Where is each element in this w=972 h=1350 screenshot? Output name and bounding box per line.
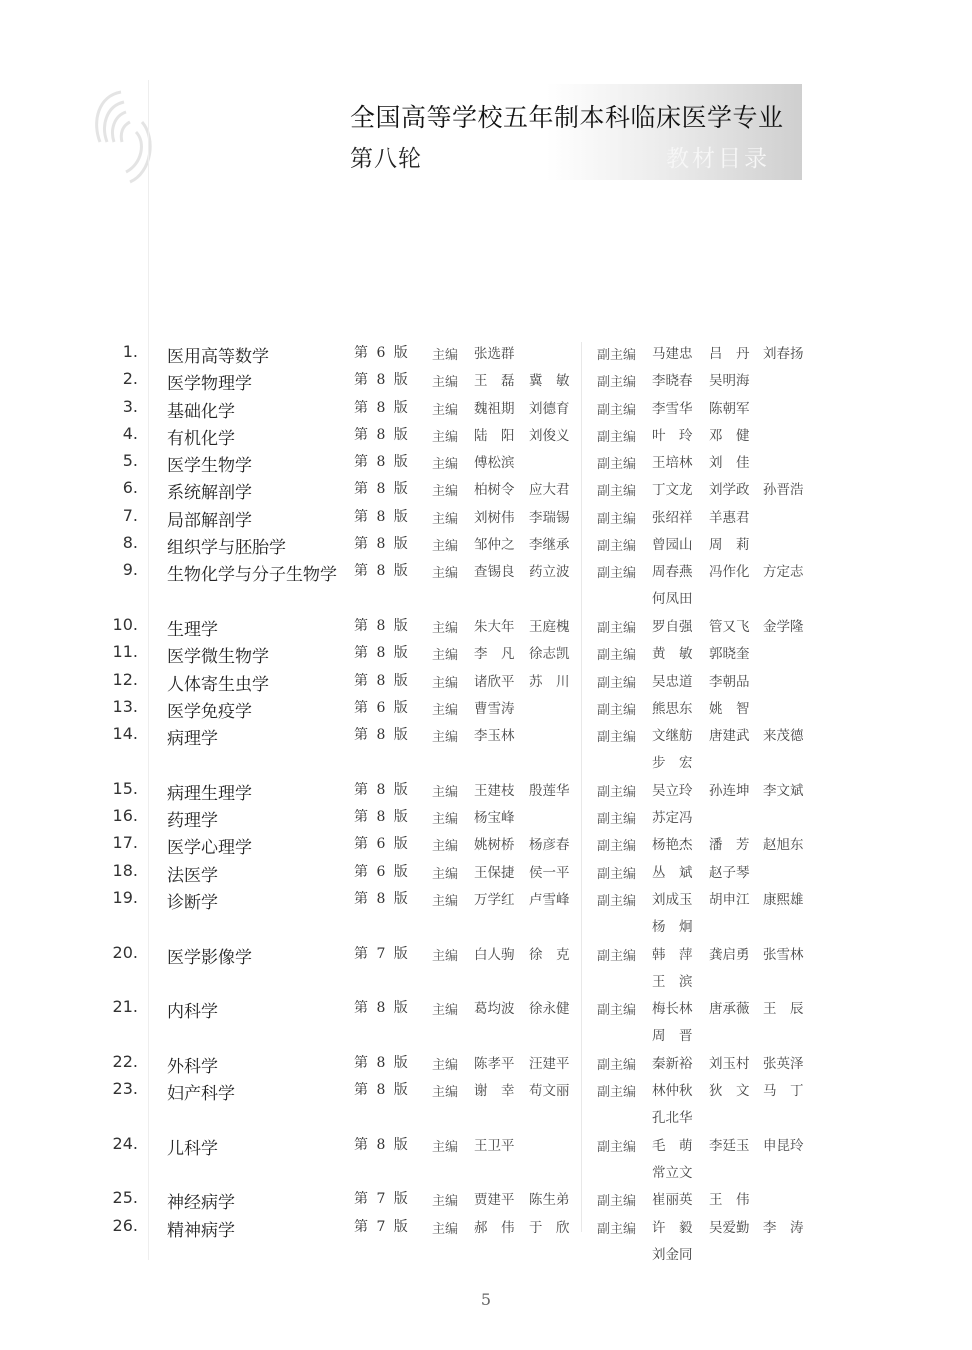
deputy-editor-name: 杨艳杰: [652, 837, 693, 854]
chief-editor-name: 张选群: [474, 346, 515, 362]
deputy-editor-label: 副主编: [597, 1057, 637, 1073]
deputy-editor-label: 副主编: [597, 893, 637, 909]
book-title: 诊断学: [167, 892, 218, 913]
deputy-editor-name: 邓 健: [709, 427, 750, 444]
book-row: [0, 1188, 972, 1215]
deputy-editor-name: 赵旭东: [763, 837, 804, 854]
chief-editor-name: 陆 阳: [474, 427, 515, 444]
chief-editor-name: 魏祖期: [474, 400, 515, 417]
book-row: [0, 997, 972, 1052]
deputy-editor-name: 文继舫: [652, 728, 693, 745]
chief-editor-name: 陈生弟: [529, 1192, 570, 1209]
book-row: [0, 424, 972, 451]
chief-editor-name: 于 欣: [529, 1219, 570, 1236]
book-number: 14.: [112, 724, 138, 744]
book-title: 医学物理学: [167, 374, 252, 395]
book-row: [0, 1134, 972, 1189]
book-edition: 第 8 版: [354, 536, 410, 553]
chief-editor-name: 邹仲之: [474, 537, 515, 554]
book-edition: 第 7 版: [354, 945, 410, 962]
deputy-editor-name: 曾园山: [652, 537, 693, 554]
deputy-editor-label: 副主编: [597, 702, 637, 718]
book-title: 生理学: [167, 619, 218, 640]
book-edition: 第 8 版: [354, 563, 410, 580]
deputy-editor-name: 金学隆: [763, 618, 804, 635]
book-title: 内科学: [167, 1002, 218, 1023]
chief-editor-name: 查锡良: [474, 564, 515, 581]
deputy-editor-label: 副主编: [597, 348, 637, 363]
book-number: 10.: [112, 614, 138, 634]
chief-editor-label: 主编: [432, 1085, 459, 1101]
deputy-editor-name: 苏定冯: [652, 810, 693, 827]
deputy-editor-name: 陈朝军: [709, 400, 750, 417]
chief-editor-name: 徐 克: [529, 946, 570, 963]
deputy-editor-label: 副主编: [597, 457, 637, 473]
book-row: [0, 369, 972, 396]
chief-editor-label: 主编: [432, 566, 459, 582]
deputy-editor-name: 狄 文: [709, 1083, 750, 1100]
chief-editor-name: 刘德育: [529, 400, 570, 417]
chief-editor-name: 刘树伟: [474, 509, 515, 526]
chief-editor-name: 李继承: [529, 537, 570, 554]
book-list: [0, 342, 972, 1270]
book-edition: 第 8 版: [354, 672, 410, 689]
book-row: [0, 1079, 972, 1134]
deputy-editor-name: 马建忠: [652, 346, 693, 362]
deputy-editor-name: 毛 萌: [652, 1137, 693, 1154]
deputy-editor-name: 姚 智: [709, 700, 750, 717]
book-title: 人体寄生虫学: [167, 674, 269, 695]
deputy-editor-label: 副主编: [597, 1221, 637, 1237]
chief-editor-label: 主编: [432, 784, 459, 800]
book-title: 儿科学: [167, 1138, 218, 1159]
chief-editor-label: 主编: [432, 730, 459, 746]
book-number: 20.: [112, 942, 138, 962]
book-title: 医学生物学: [167, 456, 252, 477]
deputy-editor-label: 副主编: [597, 539, 637, 555]
deputy-editor-name: 康熙雄: [763, 891, 804, 908]
chief-editor-label: 主编: [432, 1139, 459, 1155]
book-number: 21.: [112, 997, 138, 1017]
deputy-editor-name: 吴忠道: [652, 673, 693, 690]
deputy-editor-name: 叶 玲: [652, 427, 693, 444]
chief-editor-label: 主编: [432, 675, 459, 691]
deputy-editor-name: 唐承薇: [709, 1001, 750, 1018]
deputy-editor-name: 刘玉村: [709, 1055, 750, 1072]
chief-editor-label: 主编: [432, 375, 459, 391]
deputy-editor-label: 副主编: [597, 784, 637, 800]
book-edition: 第 8 版: [354, 617, 410, 634]
book-row: [0, 342, 972, 369]
book-edition: 第 8 版: [354, 426, 410, 443]
deputy-editor-name: 李朝品: [709, 673, 750, 690]
chief-editor-label: 主编: [432, 511, 459, 527]
book-row: [0, 806, 972, 833]
book-title: 外科学: [167, 1056, 218, 1077]
chief-editor-label: 主编: [432, 1194, 459, 1210]
deputy-editor-name: 郭晓奎: [709, 646, 750, 663]
book-row: [0, 560, 972, 615]
chief-editor-name: 杨宝峰: [474, 810, 515, 827]
deputy-editor-name: 韩 萍: [652, 946, 693, 963]
chief-editor-name: 殷莲华: [529, 782, 570, 799]
deputy-editor-name: 李廷玉: [709, 1137, 750, 1154]
chief-editor-name: 杨彦春: [529, 837, 570, 854]
deputy-editor-name: 秦新裕: [652, 1055, 693, 1072]
deputy-editor-label: 副主编: [597, 839, 637, 855]
book-edition: 第 8 版: [354, 508, 410, 525]
book-row: [0, 779, 972, 806]
catalog-label: 教材目录: [666, 146, 770, 172]
book-number: 9.: [122, 560, 138, 580]
book-edition: 第 8 版: [354, 399, 410, 416]
chief-editor-label: 主编: [432, 1221, 459, 1237]
deputy-editor-label: 副主编: [597, 429, 637, 445]
deputy-editor-label: 副主编: [597, 648, 637, 664]
book-edition: 第 6 版: [354, 836, 410, 853]
deputy-editor-name: 周 晋: [652, 1028, 693, 1045]
book-number: 18.: [112, 860, 138, 880]
chief-editor-name: 葛均波: [474, 1001, 515, 1018]
book-title: 神经病学: [167, 1193, 235, 1214]
deputy-editor-label: 副主编: [597, 812, 637, 828]
book-title: 组织学与胚胎学: [167, 538, 286, 559]
chief-editor-name: 徐志凯: [529, 646, 570, 663]
chief-editor-label: 主编: [432, 429, 459, 445]
book-edition: 第 8 版: [354, 727, 410, 744]
chief-editor-label: 主编: [432, 948, 459, 964]
deputy-editor-name: 周 莉: [709, 537, 750, 554]
deputy-editor-name: 刘成玉: [652, 891, 693, 908]
deputy-editor-name: 崔丽英: [652, 1192, 693, 1209]
deputy-editor-label: 副主编: [597, 1139, 637, 1155]
book-title: 药理学: [167, 811, 218, 832]
book-edition: 第 6 版: [354, 699, 410, 716]
book-row: [0, 615, 972, 642]
deputy-editor-label: 副主编: [597, 511, 637, 527]
book-row: [0, 478, 972, 505]
book-number: 12.: [112, 669, 138, 689]
book-title: 病理学: [167, 729, 218, 750]
deputy-editor-label: 副主编: [597, 402, 637, 418]
deputy-editor-name: 孔北华: [652, 1110, 693, 1127]
deputy-editor-name: 王 滨: [652, 973, 693, 990]
book-row: [0, 451, 972, 478]
deputy-editor-name: 丛 斌: [652, 864, 693, 881]
book-row: [0, 943, 972, 998]
deputy-editor-name: 赵子琴: [709, 864, 750, 881]
book-edition: 第 8 版: [354, 454, 410, 471]
deputy-editor-name: 周春燕: [652, 564, 693, 581]
book-number: 16.: [112, 806, 138, 826]
book-number: 26.: [112, 1215, 138, 1235]
book-title: 局部解剖学: [167, 510, 252, 531]
deputy-editor-label: 副主编: [597, 866, 637, 882]
chief-editor-name: 应大君: [529, 482, 570, 499]
book-number: 2.: [122, 369, 138, 389]
chief-editor-name: 李玉林: [474, 728, 515, 745]
deputy-editor-name: 马 丁: [763, 1083, 804, 1100]
deputy-editor-name: 吴爱勤: [709, 1219, 750, 1236]
deputy-editor-label: 副主编: [597, 375, 637, 391]
book-edition: 第 8 版: [354, 372, 410, 389]
chief-editor-name: 贾建平: [474, 1192, 515, 1209]
book-number: 23.: [112, 1079, 138, 1099]
book-title: 妇产科学: [167, 1084, 235, 1105]
deputy-editor-label: 副主编: [597, 1085, 637, 1101]
book-number: 5.: [122, 451, 138, 471]
book-edition: 第 7 版: [354, 1191, 410, 1208]
deputy-editor-label: 副主编: [597, 730, 637, 746]
book-edition: 第 7 版: [354, 1218, 410, 1235]
book-edition: 第 8 版: [354, 1000, 410, 1017]
book-title: 法医学: [167, 865, 218, 886]
book-title: 基础化学: [167, 401, 235, 422]
book-row: [0, 670, 972, 697]
chief-editor-label: 主编: [432, 893, 459, 909]
book-number: 17.: [112, 833, 138, 853]
chief-editor-name: 郝 伟: [474, 1219, 515, 1236]
book-edition: 第 8 版: [354, 645, 410, 662]
book-number: 11.: [112, 642, 138, 662]
book-title: 医学免疫学: [167, 701, 252, 722]
book-number: 3.: [122, 396, 138, 416]
deputy-editor-name: 唐建武: [709, 728, 750, 745]
book-row: [0, 506, 972, 533]
deputy-editor-name: 黄 敏: [652, 646, 693, 663]
chief-editor-name: 白人驹: [474, 946, 515, 963]
chief-editor-name: 冀 敏: [529, 373, 570, 390]
chief-editor-name: 姚树桥: [474, 837, 515, 854]
deputy-editor-name: 张绍祥: [652, 509, 693, 526]
deputy-editor-name: 李 涛: [763, 1219, 804, 1236]
deputy-editor-name: 梅长林: [652, 1001, 693, 1018]
book-title: 精神病学: [167, 1220, 235, 1241]
chief-editor-label: 主编: [432, 1057, 459, 1073]
chief-editor-name: 徐永健: [529, 1001, 570, 1018]
chief-editor-name: 陈孝平: [474, 1055, 515, 1072]
chief-editor-label: 主编: [432, 457, 459, 473]
book-number: 22.: [112, 1051, 138, 1071]
page-number: 5: [480, 1290, 492, 1309]
book-row: [0, 888, 972, 943]
chief-editor-name: 柏树令: [474, 482, 515, 499]
chief-editor-name: 苏 川: [529, 673, 570, 690]
book-edition: 第 8 版: [354, 1054, 410, 1071]
deputy-editor-name: 王 伟: [709, 1192, 750, 1209]
deputy-editor-name: 张英泽: [763, 1055, 804, 1072]
chief-editor-name: 朱大年: [474, 618, 515, 635]
book-edition: 第 8 版: [354, 1082, 410, 1099]
deputy-editor-name: 李晓春: [652, 373, 693, 390]
deputy-editor-name: 何凤田: [652, 591, 693, 608]
deputy-editor-label: 副主编: [597, 620, 637, 636]
deputy-editor-name: 潘 芳: [709, 837, 750, 854]
deputy-editor-name: 龚启勇: [709, 946, 750, 963]
book-number: 13.: [112, 696, 138, 716]
deputy-editor-name: 李雪华: [652, 400, 693, 417]
book-row: [0, 1052, 972, 1079]
chief-editor-name: 李瑞锡: [529, 509, 570, 526]
deputy-editor-label: 副主编: [597, 948, 637, 964]
book-number: 1.: [122, 342, 138, 361]
book-title: 医用高等数学: [167, 347, 269, 367]
deputy-editor-name: 方定志: [763, 564, 804, 581]
book-number: 25.: [112, 1188, 138, 1208]
deputy-editor-name: 常立文: [652, 1164, 693, 1181]
chief-editor-label: 主编: [432, 539, 459, 555]
deputy-editor-label: 副主编: [597, 1194, 637, 1210]
deputy-editor-name: 吴立玲: [652, 782, 693, 799]
chief-editor-name: 李 凡: [474, 646, 515, 663]
deputy-editor-label: 副主编: [597, 1003, 637, 1019]
book-row: [0, 861, 972, 888]
chief-editor-label: 主编: [432, 348, 459, 363]
deputy-editor-name: 刘学政: [709, 482, 750, 499]
book-number: 15.: [112, 778, 138, 798]
deputy-editor-name: 刘金同: [652, 1246, 693, 1263]
chief-editor-name: 王庭槐: [529, 618, 570, 635]
book-number: 24.: [112, 1133, 138, 1153]
deputy-editor-name: 林仲秋: [652, 1083, 693, 1100]
deputy-editor-name: 冯作化: [709, 564, 750, 581]
chief-editor-label: 主编: [432, 620, 459, 636]
round-label: 第八轮: [350, 146, 422, 172]
deputy-editor-name: 丁文龙: [652, 482, 693, 499]
chief-editor-label: 主编: [432, 702, 459, 718]
book-title: 有机化学: [167, 428, 235, 449]
book-row: [0, 397, 972, 424]
deputy-editor-name: 羊惠君: [709, 509, 750, 526]
book-title: 医学心理学: [167, 838, 252, 859]
chief-editor-name: 王卫平: [474, 1137, 515, 1154]
deputy-editor-name: 李文斌: [763, 782, 804, 799]
chief-editor-name: 卢雪峰: [529, 891, 570, 908]
deputy-editor-label: 副主编: [597, 675, 637, 691]
book-title: 生物化学与分子生物学: [167, 565, 337, 586]
book-row: [0, 833, 972, 860]
book-row: [0, 642, 972, 669]
chief-editor-name: 王保捷: [474, 864, 515, 881]
chief-editor-name: 谢 幸: [474, 1083, 515, 1100]
deputy-editor-name: 许 毅: [652, 1219, 693, 1236]
chief-editor-label: 主编: [432, 839, 459, 855]
book-row: [0, 724, 972, 779]
chief-editor-label: 主编: [432, 1003, 459, 1019]
book-title: 医学微生物学: [167, 647, 269, 668]
book-title: 病理生理学: [167, 783, 252, 804]
deputy-editor-name: 王 辰: [763, 1001, 804, 1018]
chief-editor-label: 主编: [432, 812, 459, 828]
chief-editor-name: 侯一平: [529, 864, 570, 881]
book-edition: 第 8 版: [354, 809, 410, 826]
book-edition: 第 8 版: [354, 1136, 410, 1153]
deputy-editor-label: 副主编: [597, 566, 637, 582]
chief-editor-label: 主编: [432, 402, 459, 418]
chief-editor-name: 刘俊义: [529, 427, 570, 444]
deputy-editor-label: 副主编: [597, 484, 637, 500]
deputy-editor-name: 吴明海: [709, 373, 750, 390]
book-row: [0, 533, 972, 560]
chief-editor-name: 诸欣平: [474, 673, 515, 690]
book-row: [0, 1216, 972, 1271]
deputy-editor-name: 申昆玲: [763, 1137, 804, 1154]
deputy-editor-name: 管又飞: [709, 618, 750, 635]
deputy-editor-name: 王培林: [652, 455, 693, 472]
deputy-editor-name: 刘春扬: [763, 346, 804, 362]
book-number: 4.: [122, 423, 138, 443]
deputy-editor-name: 孙晋浩: [763, 482, 804, 499]
chief-editor-label: 主编: [432, 866, 459, 882]
book-row: [0, 697, 972, 724]
deputy-editor-name: 刘 佳: [709, 455, 750, 472]
deputy-editor-name: 胡申江: [709, 891, 750, 908]
chief-editor-label: 主编: [432, 648, 459, 664]
chief-editor-label: 主编: [432, 484, 459, 500]
book-edition: 第 6 版: [354, 863, 410, 880]
chief-editor-name: 王建枝: [474, 782, 515, 799]
deputy-editor-name: 吕 丹: [709, 346, 750, 362]
book-title: 医学影像学: [167, 947, 252, 968]
book-edition: 第 6 版: [354, 345, 410, 361]
chief-editor-name: 傅松滨: [474, 455, 515, 472]
chief-editor-name: 药立波: [529, 564, 570, 581]
deputy-editor-name: 张雪林: [763, 946, 804, 963]
book-title: 系统解剖学: [167, 483, 252, 504]
book-number: 6.: [122, 478, 138, 498]
deputy-editor-name: 孙连坤: [709, 782, 750, 799]
book-edition: 第 8 版: [354, 890, 410, 907]
book-number: 7.: [122, 505, 138, 525]
chief-editor-name: 曹雪涛: [474, 700, 515, 717]
chief-editor-name: 万学红: [474, 891, 515, 908]
deputy-editor-name: 来茂德: [763, 728, 804, 745]
publisher-logo-icon: [86, 82, 156, 192]
book-edition: 第 8 版: [354, 781, 410, 798]
deputy-editor-name: 熊思东: [652, 700, 693, 717]
chief-editor-name: 王 磊: [474, 373, 515, 390]
book-edition: 第 8 版: [354, 481, 410, 498]
page-title: 全国高等学校五年制本科临床医学专业: [350, 103, 784, 132]
chief-editor-name: 苟文丽: [529, 1083, 570, 1100]
deputy-editor-name: 杨 炯: [652, 918, 693, 935]
book-number: 19.: [112, 887, 138, 907]
deputy-editor-name: 罗自强: [652, 618, 693, 635]
book-number: 8.: [122, 533, 138, 553]
chief-editor-name: 汪建平: [529, 1055, 570, 1072]
deputy-editor-name: 步 宏: [652, 755, 693, 772]
